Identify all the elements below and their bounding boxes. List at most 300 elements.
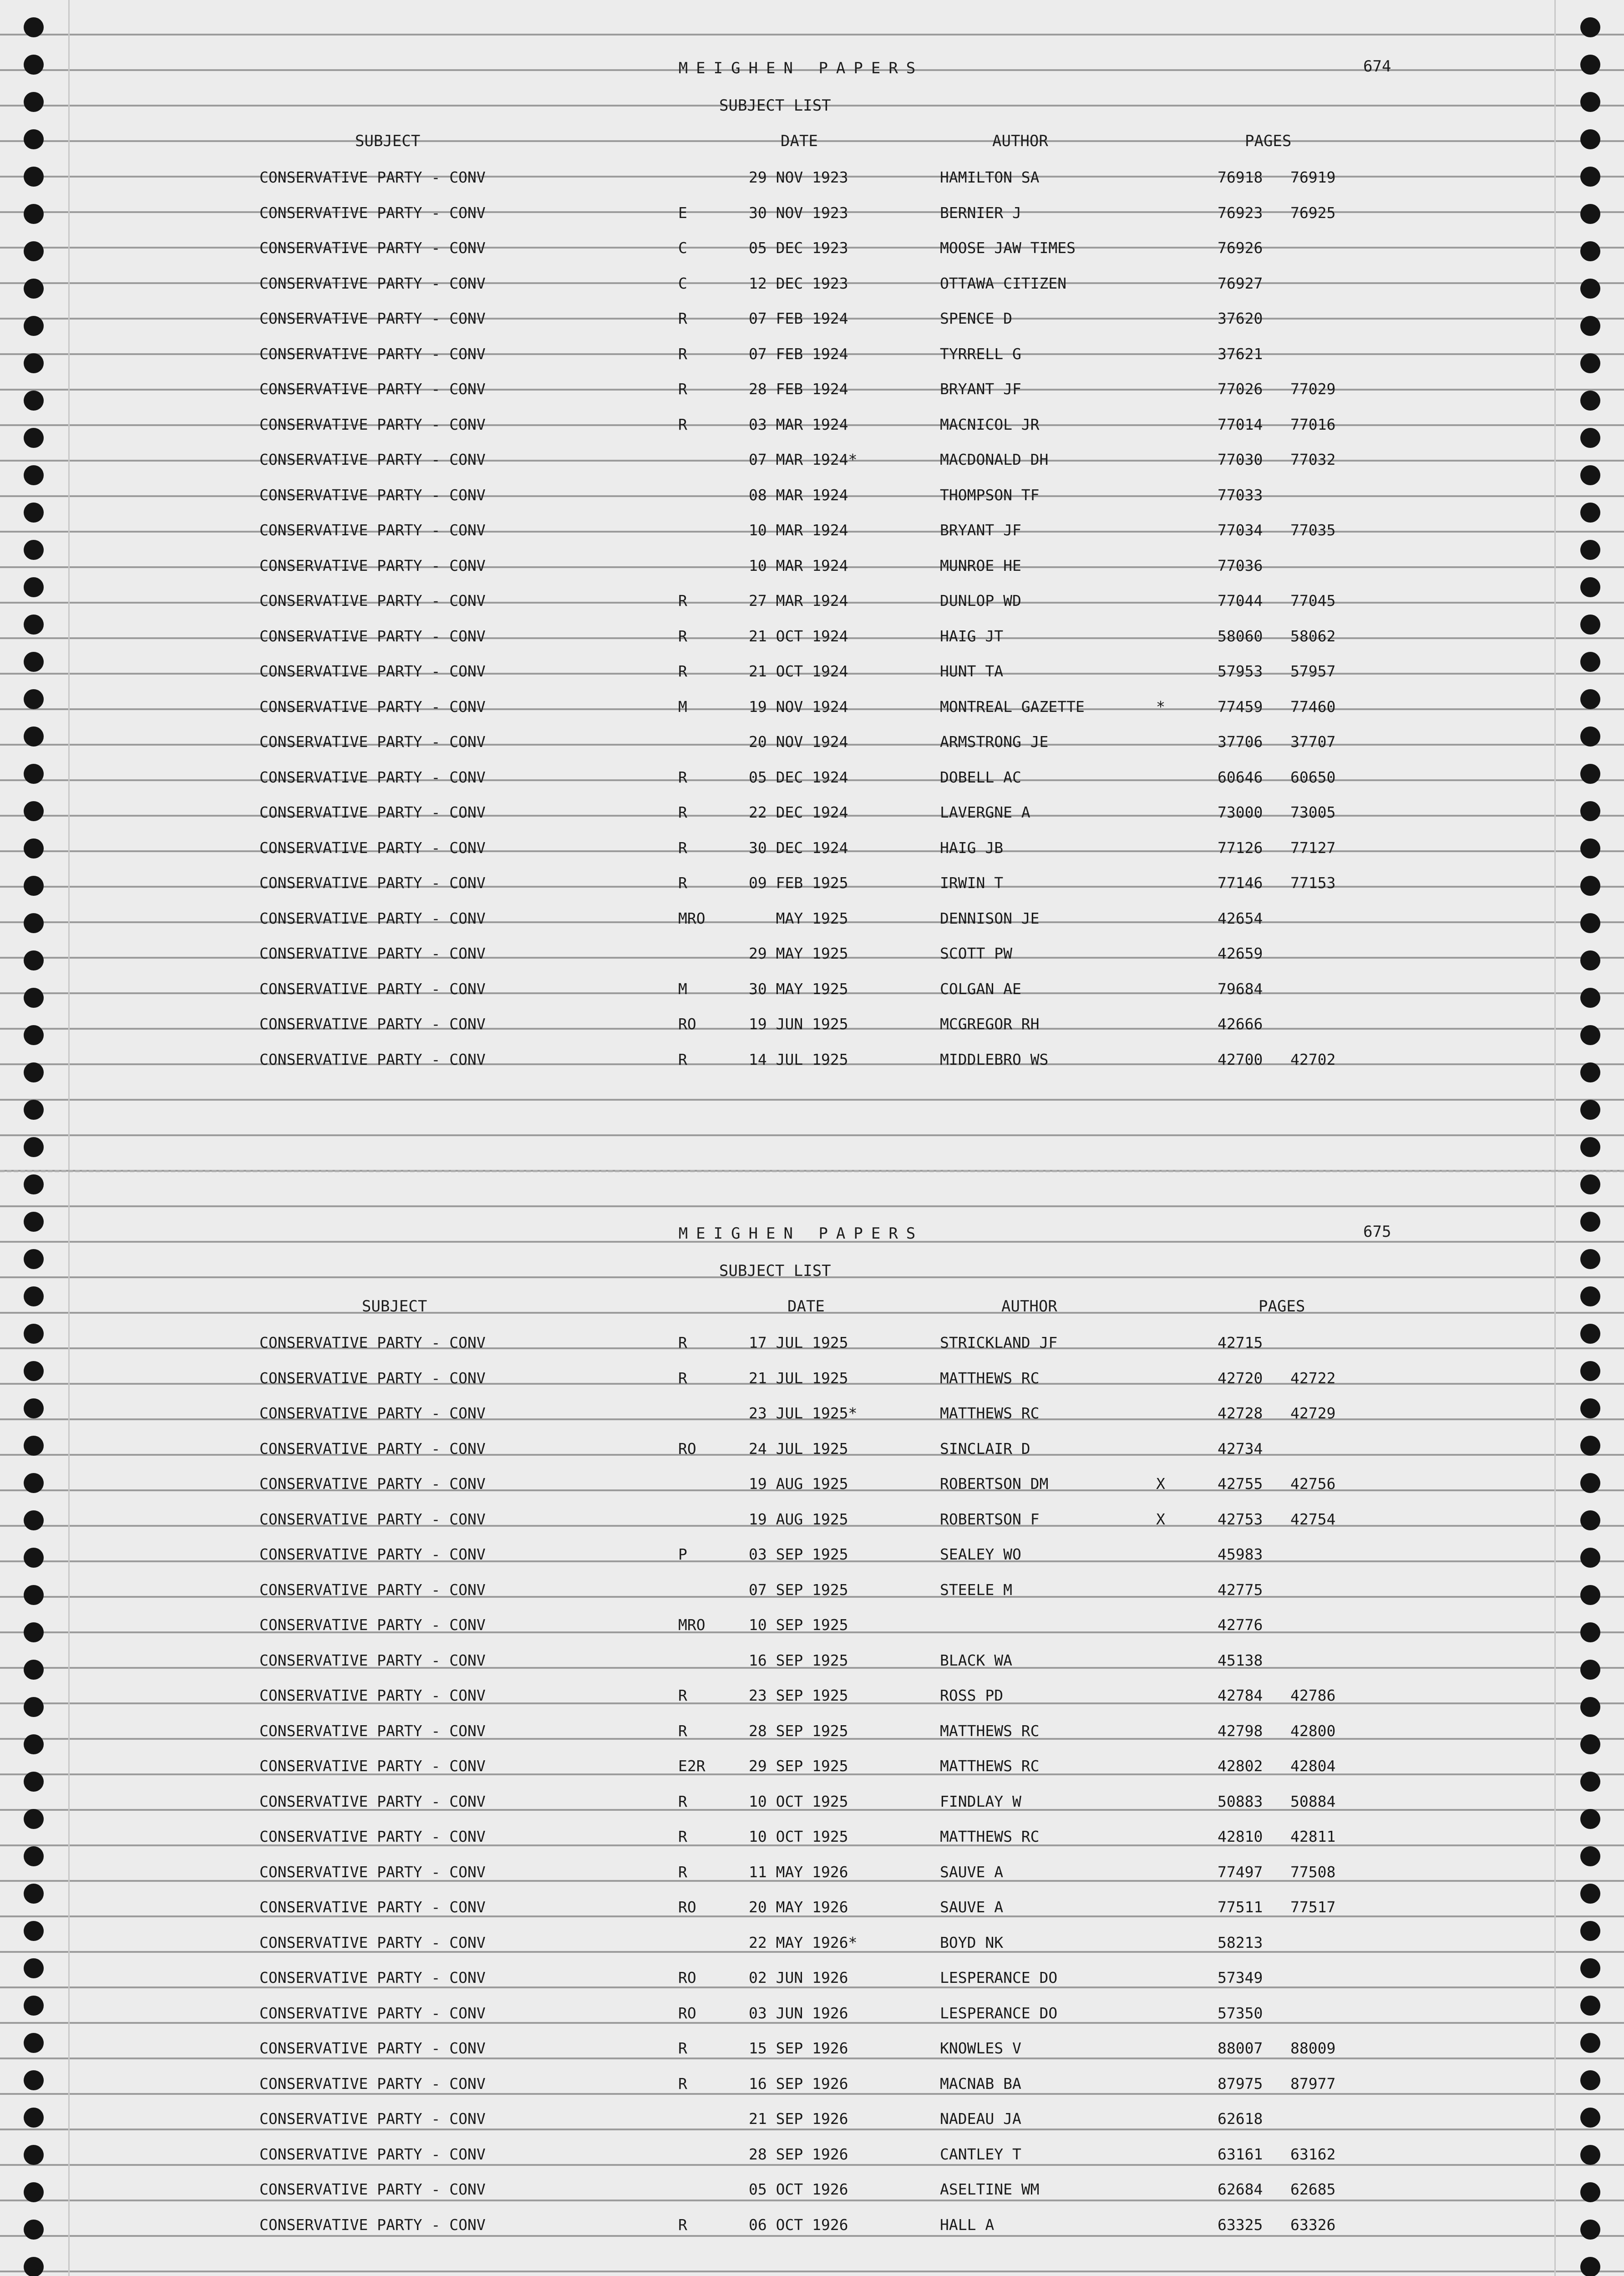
entry-subject: CONSERVATIVE PARTY - CONV (259, 1334, 486, 1351)
entry-author: OTTAWA CITIZEN (940, 274, 1067, 292)
entry-page-end: 42729 (1290, 1404, 1336, 1422)
entry-date: 05 DEC 1923 (749, 239, 848, 257)
entry-page-end: 42722 (1290, 1369, 1336, 1387)
table-row (0, 2004, 1624, 2032)
entry-subject: CONSERVATIVE PARTY - CONV (259, 1510, 486, 1528)
entry-author: BRYANT JF (940, 380, 1021, 398)
entry-page-start: 42720 (1218, 1369, 1263, 1387)
entry-page-start: 58060 (1218, 627, 1263, 645)
entry-date: 08 MAR 1924 (749, 486, 848, 504)
table-row (0, 1369, 1624, 1397)
entry-author: BLACK WA (940, 1651, 1012, 1669)
entry-date: 03 JUN 1926 (749, 2004, 848, 2022)
entry-page-start: 42798 (1218, 1722, 1263, 1740)
entry-subject: CONSERVATIVE PARTY - CONV (259, 1687, 486, 1704)
entry-flag: X (1156, 1510, 1165, 1528)
entry-page-start: 77014 (1218, 415, 1263, 433)
entry-code: R (678, 1050, 687, 1068)
page-number: 675 (1363, 1223, 1391, 1241)
entry-subject: CONSERVATIVE PARTY - CONV (259, 168, 486, 186)
entry-page-end: 42811 (1290, 1828, 1336, 1845)
entry-date: 10 OCT 1925 (749, 1828, 848, 1845)
entry-page-start: 42775 (1218, 1580, 1263, 1599)
entry-date: 19 AUG 1925 (749, 1510, 848, 1528)
entry-page-start: 77034 (1218, 521, 1263, 539)
entry-subject: CONSERVATIVE PARTY - CONV (259, 451, 486, 468)
entry-subject: CONSERVATIVE PARTY - CONV (259, 592, 486, 610)
entry-author: HALL A (940, 2215, 995, 2234)
entry-date: 10 MAR 1924 (749, 556, 848, 574)
entry-code: R (678, 1369, 687, 1387)
entry-date: 28 SEP 1926 (749, 2145, 848, 2163)
entry-subject: CONSERVATIVE PARTY - CONV (259, 1828, 486, 1845)
entry-page-start: 42728 (1218, 1404, 1263, 1422)
entry-page-start: 79684 (1218, 980, 1263, 998)
entry-page-start: 50883 (1218, 1792, 1263, 1810)
entry-subject: CONSERVATIVE PARTY - CONV (259, 697, 486, 716)
column-header-date: DATE (787, 1297, 825, 1316)
entry-subject: CONSERVATIVE PARTY - CONV (259, 945, 486, 962)
entry-code: R (678, 1863, 687, 1881)
table-row (0, 557, 1624, 584)
entry-page-end: 76919 (1290, 168, 1336, 186)
entry-page-start: 76918 (1218, 168, 1263, 186)
entry-page-start: 62684 (1218, 2180, 1263, 2198)
entry-page-end: 63326 (1290, 2215, 1336, 2234)
table-row (0, 2216, 1624, 2243)
table-row (0, 662, 1624, 690)
entry-page-end: 73005 (1290, 803, 1336, 821)
page-subtitle: SUBJECT LIST (719, 97, 831, 115)
entry-page-start: 77511 (1218, 1898, 1263, 1916)
entry-author: MATTHEWS RC (940, 1757, 1040, 1775)
entry-date: 22 DEC 1924 (749, 803, 848, 821)
entry-page-start: 77126 (1218, 838, 1263, 857)
entry-page-start: 77033 (1218, 486, 1263, 504)
entry-code: R (678, 1722, 687, 1740)
entry-page-end: 37707 (1290, 733, 1336, 751)
entry-author: MIDDLEBRO WS (940, 1050, 1049, 1068)
entry-date: 21 JUL 1925 (749, 1369, 848, 1387)
entry-subject: CONSERVATIVE PARTY - CONV (259, 345, 486, 363)
entry-page-end: 63162 (1290, 2145, 1336, 2163)
entry-page-start: 57350 (1218, 2004, 1263, 2022)
entry-page-start: 42654 (1218, 909, 1263, 927)
entry-page-start: 88007 (1218, 2039, 1263, 2057)
entry-subject: CONSERVATIVE PARTY - CONV (259, 1616, 486, 1634)
table-row (0, 1440, 1624, 1467)
entry-date: 11 MAY 1926 (749, 1863, 848, 1881)
entry-page-end: 50884 (1290, 1792, 1336, 1810)
entry-author: BOYD NK (940, 1933, 1004, 1951)
entry-subject: CONSERVATIVE PARTY - CONV (259, 310, 486, 327)
entry-page-start: 63325 (1218, 2215, 1263, 2234)
entry-date: 05 OCT 1926 (749, 2180, 848, 2198)
column-header-pages: PAGES (1259, 1297, 1305, 1316)
entry-page-start: 77497 (1218, 1863, 1263, 1881)
entry-author: BERNIER J (940, 203, 1021, 222)
table-row (0, 204, 1624, 231)
entry-page-end: 77127 (1290, 838, 1336, 857)
entry-page-start: 87975 (1218, 2074, 1263, 2093)
entry-author: MATTHEWS RC (940, 1722, 1040, 1740)
entry-page-start: 42802 (1218, 1757, 1263, 1775)
table-row (0, 380, 1624, 407)
entry-subject: CONSERVATIVE PARTY - CONV (259, 1545, 486, 1563)
table-row (0, 521, 1624, 549)
table-row (0, 2180, 1624, 2208)
entry-author: MOOSE JAW TIMES (940, 239, 1076, 257)
entry-page-end: 76925 (1290, 203, 1336, 222)
entry-page-start: 77036 (1218, 556, 1263, 574)
entry-page-end: 42804 (1290, 1757, 1336, 1775)
entry-page-start: 42753 (1218, 1510, 1263, 1528)
entry-author: IRWIN T (940, 874, 1004, 892)
entry-subject: CONSERVATIVE PARTY - CONV (259, 803, 486, 821)
entry-date: 07 MAR 1924* (749, 451, 858, 468)
subject-list-page-675 (0, 1165, 1624, 2276)
entry-subject: CONSERVATIVE PARTY - CONV (259, 2180, 486, 2198)
entry-author: MUNROE HE (940, 556, 1021, 574)
table-row (0, 1051, 1624, 1078)
entry-code: R (678, 2074, 687, 2093)
table-row (0, 909, 1624, 937)
entry-author: MACDONALD DH (940, 451, 1049, 468)
entry-page-start: 37620 (1218, 310, 1263, 327)
entry-date: 03 MAR 1924 (749, 415, 848, 433)
entry-subject: CONSERVATIVE PARTY - CONV (259, 1863, 486, 1881)
entry-date: 07 FEB 1924 (749, 310, 848, 327)
entry-author: STRICKLAND JF (940, 1334, 1058, 1351)
table-row (0, 451, 1624, 478)
entry-subject: CONSERVATIVE PARTY - CONV (259, 1898, 486, 1916)
table-row (0, 1015, 1624, 1042)
entry-code: R (678, 662, 687, 680)
entry-code: R (678, 627, 687, 645)
entry-page-end: 42800 (1290, 1722, 1336, 1740)
entry-date: 19 AUG 1925 (749, 1475, 848, 1493)
entry-page-end: 77460 (1290, 697, 1336, 716)
entry-date: 21 OCT 1924 (749, 662, 848, 680)
entry-subject: CONSERVATIVE PARTY - CONV (259, 1651, 486, 1669)
entry-date: 03 SEP 1925 (749, 1545, 848, 1563)
entry-subject: CONSERVATIVE PARTY - CONV (259, 2004, 486, 2022)
entry-subject: CONSERVATIVE PARTY - CONV (259, 2110, 486, 2128)
table-row (0, 1404, 1624, 1432)
entry-subject: CONSERVATIVE PARTY - CONV (259, 1580, 486, 1599)
entry-page-start: 77146 (1218, 874, 1263, 892)
entry-subject: CONSERVATIVE PARTY - CONV (259, 2074, 486, 2093)
entry-flag: * (1156, 697, 1165, 716)
entry-subject: CONSERVATIVE PARTY - CONV (259, 768, 486, 786)
entry-author: SINCLAIR D (940, 1439, 1030, 1458)
entry-subject: CONSERVATIVE PARTY - CONV (259, 415, 486, 433)
entry-author: HUNT TA (940, 662, 1004, 680)
entry-subject: CONSERVATIVE PARTY - CONV (259, 1050, 486, 1068)
entry-author: MCGREGOR RH (940, 1015, 1040, 1033)
entry-page-end: 62685 (1290, 2180, 1336, 2198)
entry-page-end: 60650 (1290, 768, 1336, 786)
entry-page-start: 42700 (1218, 1050, 1263, 1068)
entry-page-start: 37706 (1218, 733, 1263, 751)
table-row (0, 2145, 1624, 2173)
entry-author: CANTLEY T (940, 2145, 1021, 2163)
entry-subject: CONSERVATIVE PARTY - CONV (259, 1369, 486, 1387)
entry-code: M (678, 980, 687, 998)
entry-page-end: 77029 (1290, 380, 1336, 398)
entry-date: 17 JUL 1925 (749, 1334, 848, 1351)
entry-subject: CONSERVATIVE PARTY - CONV (259, 1404, 486, 1422)
table-row (0, 486, 1624, 513)
page-title: MEIGHEN PAPERS (678, 59, 924, 77)
entry-page-start: 60646 (1218, 768, 1263, 786)
entry-page-end: 42754 (1290, 1510, 1336, 1528)
entry-author: HAIG JT (940, 627, 1004, 645)
entry-code: R (678, 1687, 687, 1704)
entry-subject: CONSERVATIVE PARTY - CONV (259, 1933, 486, 1951)
table-row (0, 1793, 1624, 1820)
entry-date: 30 MAY 1925 (749, 980, 848, 998)
entry-subject: CONSERVATIVE PARTY - CONV (259, 521, 486, 539)
entry-date: 05 DEC 1924 (749, 768, 848, 786)
table-row (0, 1969, 1624, 1996)
entry-date: 23 JUL 1925* (749, 1404, 858, 1422)
entry-date: 29 NOV 1923 (749, 168, 848, 186)
entry-code: C (678, 239, 687, 257)
entry-page-start: 62618 (1218, 2110, 1263, 2128)
entry-date: 14 JUL 1925 (749, 1050, 848, 1068)
entry-code: RO (678, 1969, 696, 1986)
entry-subject: CONSERVATIVE PARTY - CONV (259, 556, 486, 574)
entry-author: SEALEY WO (940, 1545, 1021, 1563)
entry-subject: CONSERVATIVE PARTY - CONV (259, 203, 486, 222)
entry-author: FINDLAY W (940, 1792, 1021, 1810)
entry-date: 02 JUN 1926 (749, 1969, 848, 1986)
entry-code: R (678, 838, 687, 857)
table-row (0, 592, 1624, 619)
column-header-subject: SUBJECT (355, 132, 421, 150)
entry-date: 28 FEB 1924 (749, 380, 848, 398)
entry-page-end: 88009 (1290, 2039, 1336, 2057)
entry-code: E (678, 203, 687, 222)
entry-date: MAY 1925 (749, 909, 848, 927)
entry-date: 07 SEP 1925 (749, 1580, 848, 1599)
entry-date: 29 SEP 1925 (749, 1757, 848, 1775)
entry-date: 19 NOV 1924 (749, 697, 848, 716)
table-row (0, 1334, 1624, 1361)
entry-subject: CONSERVATIVE PARTY - CONV (259, 380, 486, 398)
entry-subject: CONSERVATIVE PARTY - CONV (259, 1722, 486, 1740)
entry-date: 10 MAR 1924 (749, 521, 848, 539)
entry-code: R (678, 2215, 687, 2234)
entry-subject: CONSERVATIVE PARTY - CONV (259, 874, 486, 892)
table-row (0, 1898, 1624, 1925)
entry-author: SPENCE D (940, 310, 1012, 327)
page-title: MEIGHEN PAPERS (678, 1224, 924, 1243)
entry-page-start: 42715 (1218, 1334, 1263, 1351)
column-header-subject: SUBJECT (362, 1297, 427, 1316)
entry-page-start: 57349 (1218, 1969, 1263, 1986)
entry-subject: CONSERVATIVE PARTY - CONV (259, 662, 486, 680)
entry-author: DENNISON JE (940, 909, 1040, 927)
entry-subject: CONSERVATIVE PARTY - CONV (259, 838, 486, 857)
entry-author: THOMPSON TF (940, 486, 1040, 504)
table-row (0, 310, 1624, 337)
entry-date: 27 MAR 1924 (749, 592, 848, 610)
entry-author: ARMSTRONG JE (940, 733, 1049, 751)
entry-code: R (678, 345, 687, 363)
entry-code: R (678, 874, 687, 892)
entry-flag: X (1156, 1475, 1165, 1493)
entry-code: R (678, 2039, 687, 2057)
entry-subject: CONSERVATIVE PARTY - CONV (259, 274, 486, 292)
entry-author: DOBELL AC (940, 768, 1021, 786)
entry-author: KNOWLES V (940, 2039, 1021, 2057)
entry-author: MATTHEWS RC (940, 1404, 1040, 1422)
table-row (0, 733, 1624, 760)
entry-page-start: 42810 (1218, 1828, 1263, 1845)
table-row (0, 345, 1624, 372)
entry-subject: CONSERVATIVE PARTY - CONV (259, 1015, 486, 1033)
entry-page-end: 77035 (1290, 521, 1336, 539)
entry-author: MONTREAL GAZETTE (940, 697, 1085, 716)
entry-subject: CONSERVATIVE PARTY - CONV (259, 627, 486, 645)
entry-page-start: 58213 (1218, 1933, 1263, 1951)
entry-date: 06 OCT 1926 (749, 2215, 848, 2234)
table-row (0, 839, 1624, 866)
entry-code: R (678, 380, 687, 398)
entry-author: MATTHEWS RC (940, 1369, 1040, 1387)
entry-date: 29 MAY 1925 (749, 945, 848, 962)
table-row (0, 239, 1624, 266)
table-row (0, 627, 1624, 655)
entry-page-start: 77459 (1218, 697, 1263, 716)
entry-date: 12 DEC 1923 (749, 274, 848, 292)
entry-author: LAVERGNE A (940, 803, 1030, 821)
entry-page-start: 76923 (1218, 203, 1263, 222)
entry-code: R (678, 803, 687, 821)
entry-page-start: 42659 (1218, 945, 1263, 962)
entry-subject: CONSERVATIVE PARTY - CONV (259, 909, 486, 927)
entry-subject: CONSERVATIVE PARTY - CONV (259, 1792, 486, 1810)
entry-subject: CONSERVATIVE PARTY - CONV (259, 1475, 486, 1493)
entry-subject: CONSERVATIVE PARTY - CONV (259, 486, 486, 504)
entry-page-end: 58062 (1290, 627, 1336, 645)
table-row (0, 168, 1624, 196)
entry-date: 10 OCT 1925 (749, 1792, 848, 1810)
entry-page-start: 76926 (1218, 239, 1263, 257)
entry-date: 20 MAY 1926 (749, 1898, 848, 1916)
entry-author: STEELE M (940, 1580, 1012, 1599)
column-header-author: AUTHOR (992, 132, 1048, 150)
entry-subject: CONSERVATIVE PARTY - CONV (259, 2215, 486, 2234)
entry-date: 16 SEP 1925 (749, 1651, 848, 1669)
table-row (0, 980, 1624, 1007)
entry-page-start: 77044 (1218, 592, 1263, 610)
entry-date: 21 OCT 1924 (749, 627, 848, 645)
entry-code: RO (678, 1898, 696, 1916)
entry-author: SAUVE A (940, 1863, 1004, 1881)
entry-date: 20 NOV 1924 (749, 733, 848, 751)
entry-subject: CONSERVATIVE PARTY - CONV (259, 1757, 486, 1775)
table-row (0, 2110, 1624, 2137)
table-row (0, 1722, 1624, 1749)
entry-code: RO (678, 1015, 696, 1033)
table-row (0, 1757, 1624, 1784)
entry-code: R (678, 768, 687, 786)
entry-subject: CONSERVATIVE PARTY - CONV (259, 239, 486, 257)
entry-code: R (678, 1792, 687, 1810)
entry-page-start: 57953 (1218, 662, 1263, 680)
entry-author: SCOTT PW (940, 945, 1012, 962)
entry-author: NADEAU JA (940, 2110, 1021, 2128)
entry-page-end: 57957 (1290, 662, 1336, 680)
entry-author: HAIG JB (940, 838, 1004, 857)
entry-subject: CONSERVATIVE PARTY - CONV (259, 980, 486, 998)
entry-code: C (678, 274, 687, 292)
entry-page-start: 42784 (1218, 1687, 1263, 1704)
entry-code: P (678, 1545, 687, 1563)
entry-date: 09 FEB 1925 (749, 874, 848, 892)
entry-subject: CONSERVATIVE PARTY - CONV (259, 1969, 486, 1986)
entry-author: MACNICOL JR (940, 415, 1040, 433)
entry-page-start: 42776 (1218, 1616, 1263, 1634)
table-row (0, 416, 1624, 443)
entry-code: R (678, 592, 687, 610)
entry-page-end: 77517 (1290, 1898, 1336, 1916)
entry-page-end: 42786 (1290, 1687, 1336, 1704)
column-header-author: AUTHOR (1001, 1297, 1057, 1316)
table-row (0, 1616, 1624, 1643)
table-row (0, 274, 1624, 302)
entry-date: 30 DEC 1924 (749, 838, 848, 857)
page-number: 674 (1363, 57, 1391, 76)
entry-date: 10 SEP 1925 (749, 1616, 848, 1634)
entry-page-start: 42666 (1218, 1015, 1263, 1033)
entry-author: MACNAB BA (940, 2074, 1021, 2093)
entry-author: BRYANT JF (940, 521, 1021, 539)
entry-page-end: 77508 (1290, 1863, 1336, 1881)
entry-date: 15 SEP 1926 (749, 2039, 848, 2057)
entry-page-start: 45138 (1218, 1651, 1263, 1669)
entry-author: ROSS PD (940, 1687, 1004, 1704)
table-row (0, 1863, 1624, 1890)
entry-page-start: 77030 (1218, 451, 1263, 468)
entry-date: 07 FEB 1924 (749, 345, 848, 363)
table-row (0, 1475, 1624, 1502)
entry-author: ROBERTSON F (940, 1510, 1040, 1528)
entry-author: DUNLOP WD (940, 592, 1021, 610)
entry-code: R (678, 1828, 687, 1845)
entry-date: 24 JUL 1925 (749, 1439, 848, 1458)
entry-author: SAUVE A (940, 1898, 1004, 1916)
table-row (0, 2075, 1624, 2102)
entry-code: R (678, 1334, 687, 1351)
table-row (0, 1510, 1624, 1538)
entry-page-end: 77045 (1290, 592, 1336, 610)
entry-author: TYRRELL G (940, 345, 1021, 363)
entry-author: LESPERANCE DO (940, 2004, 1058, 2022)
entry-date: 28 SEP 1925 (749, 1722, 848, 1740)
entry-code: E2R (678, 1757, 705, 1775)
entry-page-start: 77026 (1218, 380, 1263, 398)
entry-page-end: 77032 (1290, 451, 1336, 468)
entry-author: COLGAN AE (940, 980, 1021, 998)
column-header-pages: PAGES (1245, 132, 1292, 150)
table-row (0, 1934, 1624, 1961)
entry-date: 23 SEP 1925 (749, 1687, 848, 1704)
entry-author: HAMILTON SA (940, 168, 1040, 186)
